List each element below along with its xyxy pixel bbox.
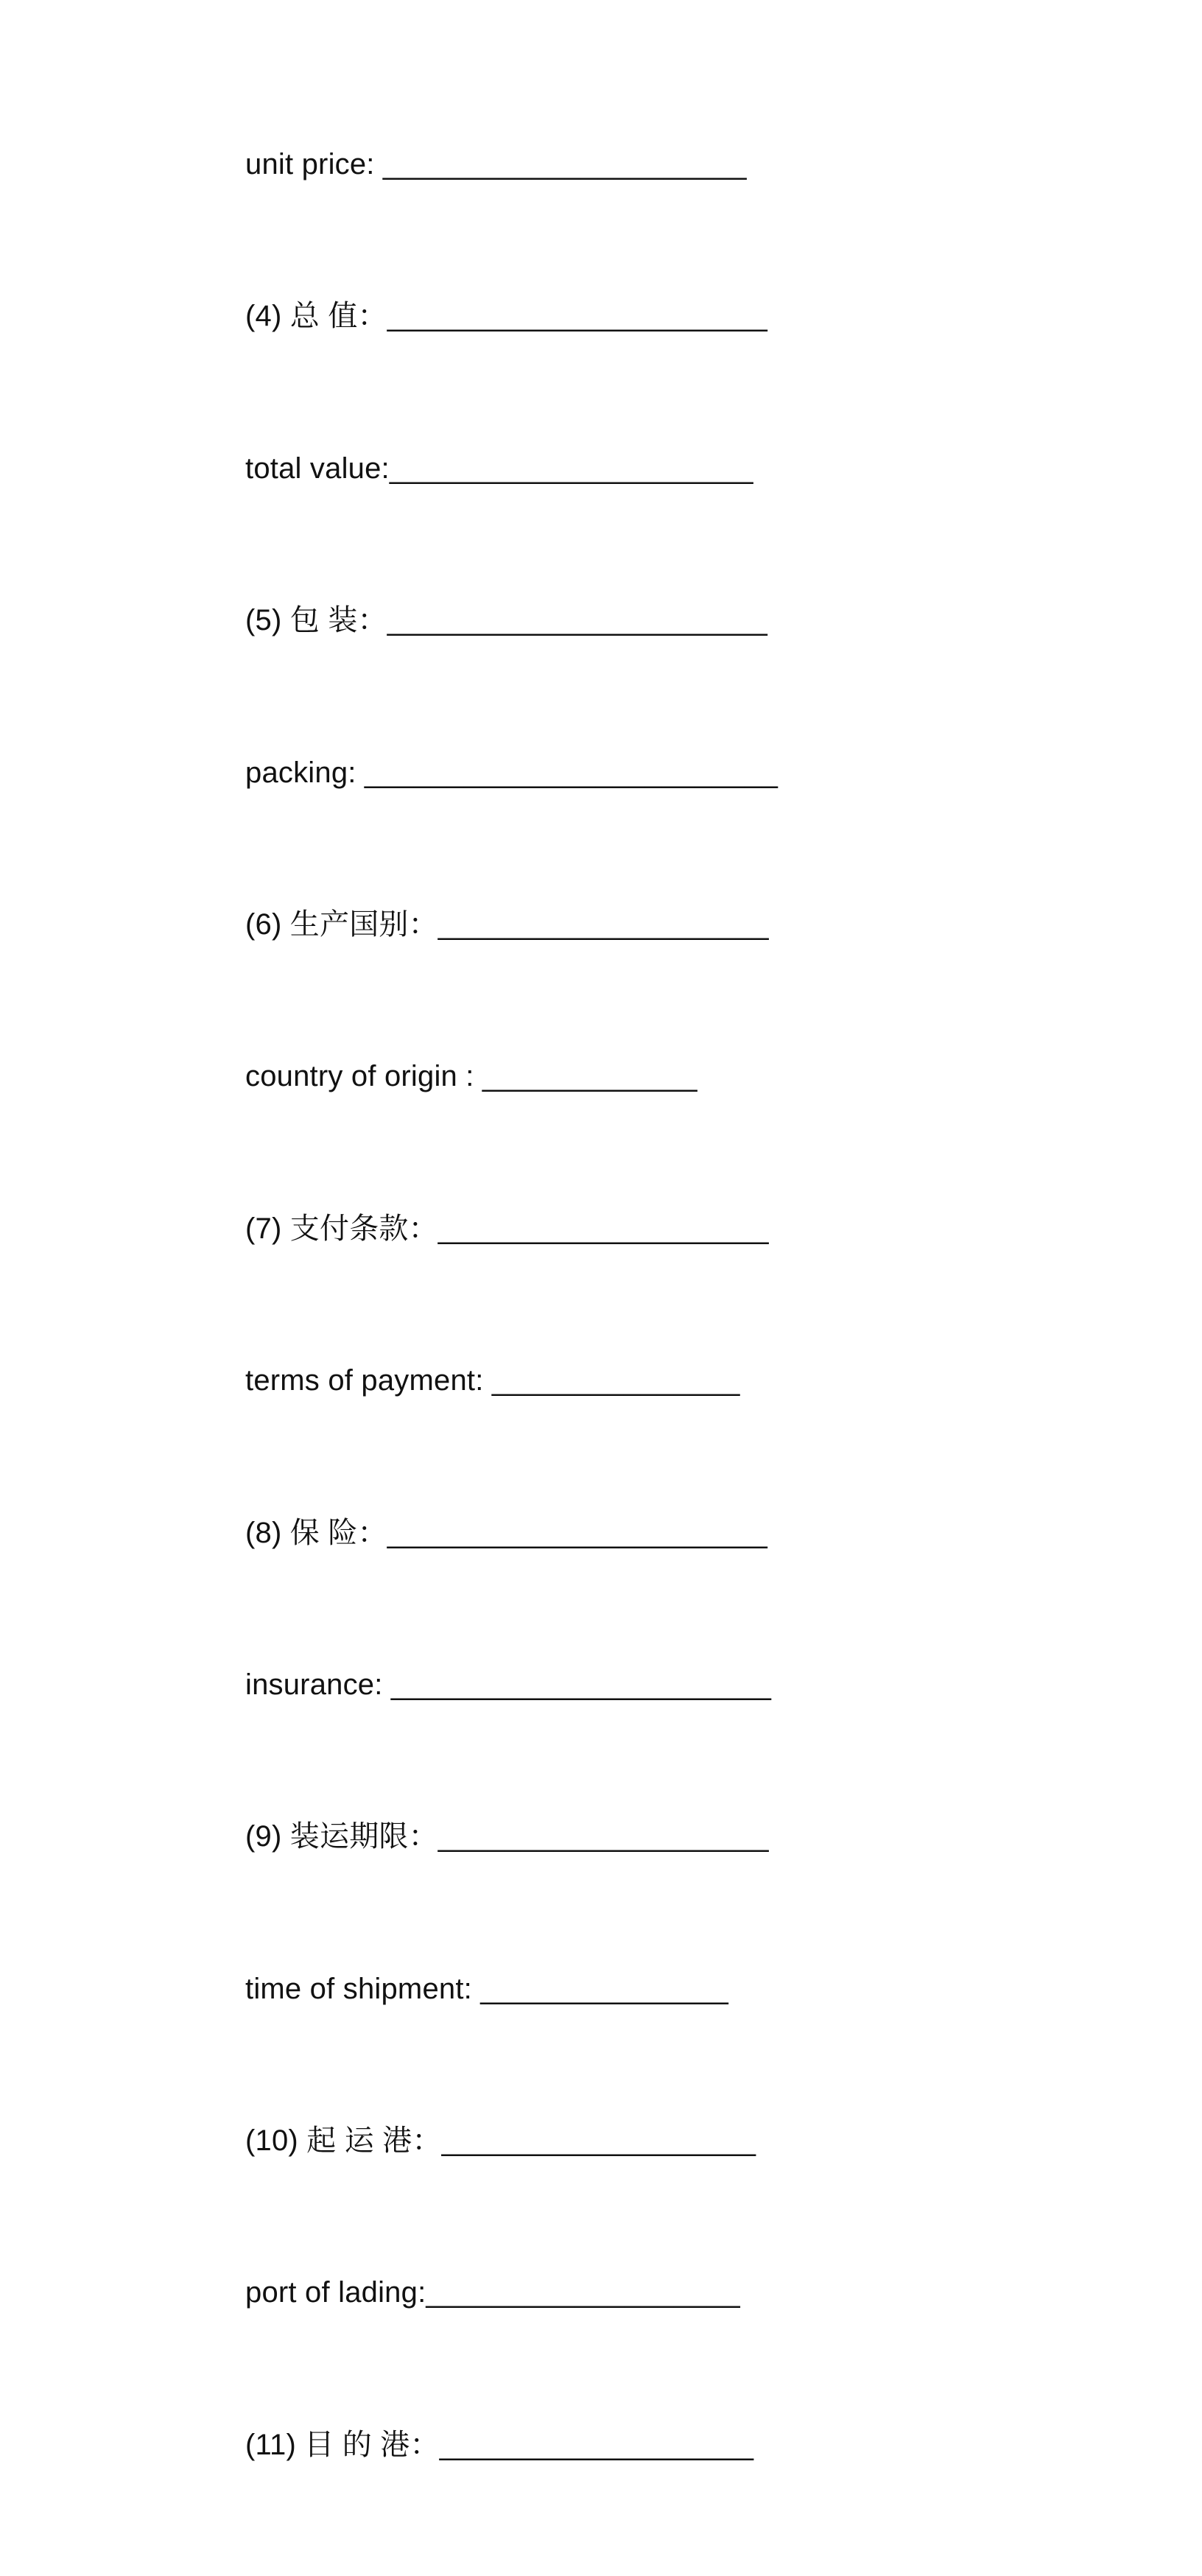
form-field-text: insurance: _______________________ [245,1668,772,1701]
form-field-line [245,1360,1055,1512]
form-field-text: (7) 支付条款：____________________ [245,1212,769,1245]
form-field-text: (5) 包 装：_______________________ [245,604,767,637]
form-field-line [245,1208,1055,1360]
form-field-text: port of lading:___________________ [245,2276,740,2309]
form-field-text: (8) 保 险：_______________________ [245,1516,767,1549]
form-field-text: (10) 起 运 港：___________________ [245,2124,756,2158]
form-field-text: (11) 目 的 港：___________________ [245,2428,754,2461]
form-field-text: total value:______________________ [245,452,753,485]
form-field-text: country of origin : _____________ [245,1060,697,1093]
form-field-line [245,144,1055,295]
form-field-text: time of shipment: _______________ [245,1972,728,2005]
form-field-line [245,295,1055,447]
form-field-line [245,1056,1055,1207]
form-field-text: terms of payment: _______________ [245,1364,740,1397]
form-field-line [245,600,1055,751]
form-field-text: packing: _________________________ [245,756,779,789]
form-field-line [245,752,1055,904]
form-field-line [245,2272,1055,2424]
form-field-line [245,1816,1055,1968]
form-field-text: (6) 生产国别：____________________ [245,908,769,941]
form-field-list [245,144,1055,2576]
form-field-line [245,904,1055,1056]
form-field-line [245,2120,1055,2272]
form-field-text: (9) 装运期限：____________________ [245,1820,769,1853]
form-field-text: unit price: ______________________ [245,148,747,180]
form-field-line [245,1968,1055,2120]
form-field-line [245,1512,1055,1664]
form-field-text: (4) 总 值：_______________________ [245,300,767,333]
form-field-line [245,448,1055,600]
form-field-line [245,1664,1055,1816]
form-field-line [245,2424,1055,2576]
